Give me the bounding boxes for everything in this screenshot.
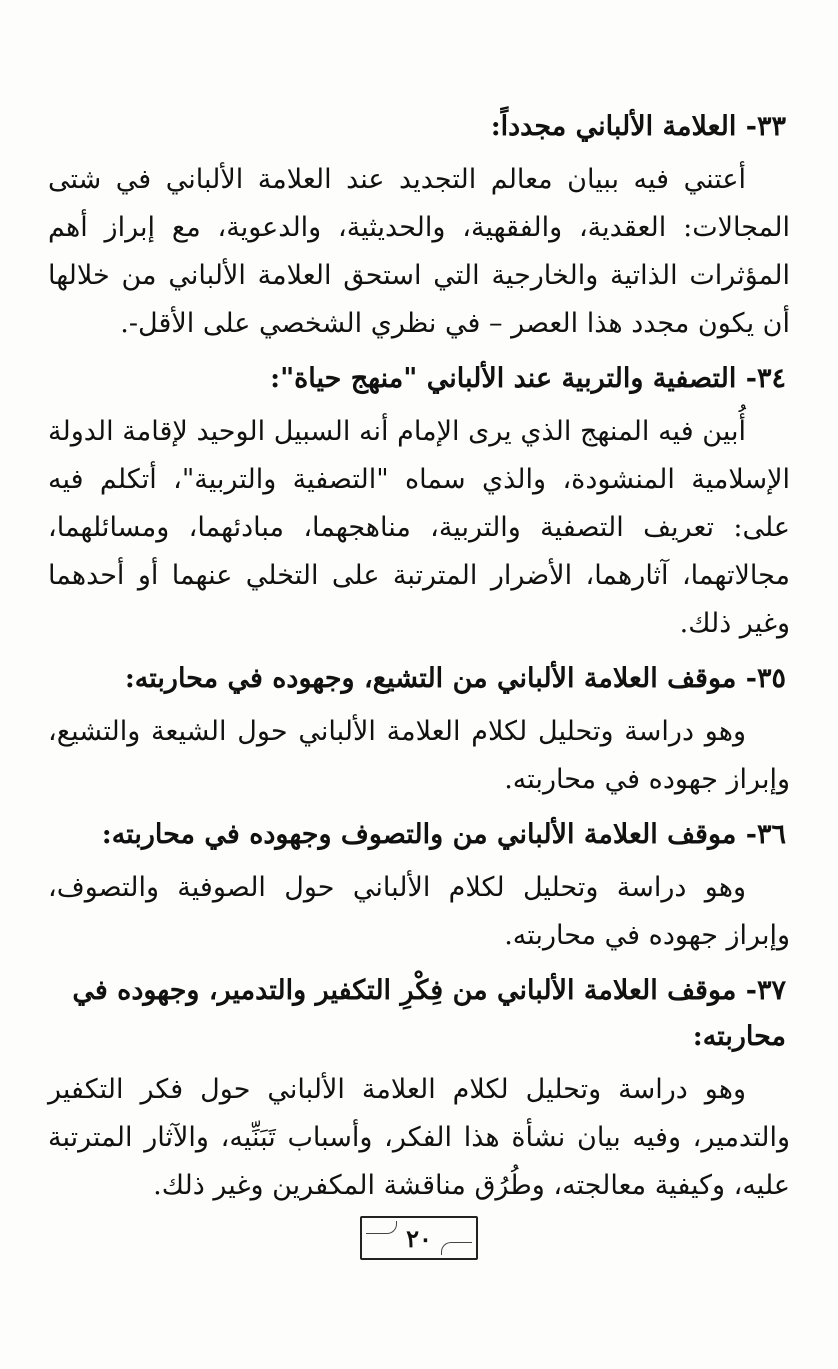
- section-heading: ٣٥- موقف العلامة الألباني من التشيع، وجهوده في محاربته:: [124, 663, 786, 694]
- section-36: [48, 812, 790, 960]
- section-33: [48, 104, 790, 348]
- section-34: [48, 356, 790, 648]
- section-heading: ٣٦- موقف العلامة الألباني من والتصوف وجهوده في محاربته:: [101, 819, 786, 850]
- section-body: أعتني فيه ببيان معالم التجديد عند العلامة الألباني في شتى المجالات: العقدية، والفقهية، والحديثية، والدعوية، مع إبراز أهم المؤثرات الذاتية والخارجية التي استحق العلامة الألباني من خلالها أن يكون مجدد هذا العصر – في نظري الشخصي على الأقل-.: [48, 164, 790, 339]
- section-body: وهو دراسة وتحليل لكلام الألباني حول الصوفية والتصوف، وإبراز جهوده في محاربته.: [48, 872, 790, 951]
- page-footer: [0, 1216, 838, 1260]
- section-37: [48, 968, 790, 1210]
- section-heading: ٣٣- العلامة الألباني مجدداً:: [490, 111, 786, 142]
- section-body: وهو دراسة وتحليل لكلام العلامة الألباني حول فكر التكفير والتدمير، وفيه بيان نشأة هذا الفكر، وأسباب تَبَنِّيه، والآثار المترتبة عليه، وكيفية معالجته، وطُرُق مناقشة المكفرين وغير ذلك.: [48, 1074, 790, 1201]
- section-body: أُبين فيه المنهج الذي يرى الإمام أنه السبيل الوحيد لإقامة الدولة الإسلامية المنشودة، والذي سماه "التصفية والتربية"، أتكلم فيه على: تعريف التصفية والتربية، مناهجهما، مبادئهما، ومسائلهما، مجالاتهما، آثارهما، الأضرار المترتبة على التخلي عنهما أو أحدهما وغير ذلك.: [48, 416, 790, 639]
- section-heading: ٣٧- موقف العلامة الألباني من فِكْرِ التكفير والتدمير، وجهوده في محاربته:: [72, 975, 786, 1052]
- page-number-frame: [360, 1216, 478, 1260]
- section-body: وهو دراسة وتحليل لكلام العلامة الألباني حول الشيعة والتشيع، وإبراز جهوده في محاربته.: [48, 716, 790, 795]
- section-35: [48, 656, 790, 804]
- page-number: ٢٠: [406, 1223, 432, 1253]
- section-heading: ٣٤- التصفية والتربية عند الألباني "منهج حياة":: [270, 363, 786, 394]
